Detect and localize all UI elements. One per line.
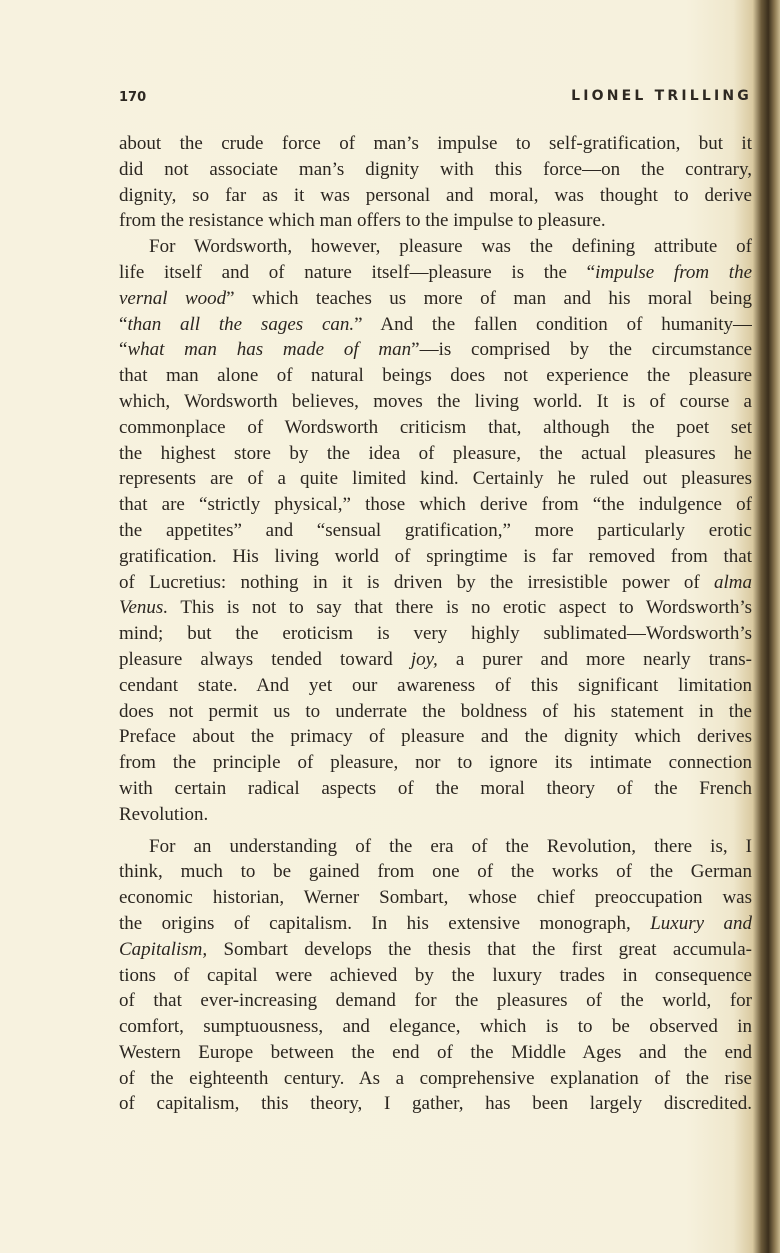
text-segment: For an understanding of the era of the Revolution, there is, I (149, 835, 752, 857)
text-line (119, 647, 752, 673)
text-segment: which, Wordsworth believes, moves the living world. It is of course a (119, 390, 752, 412)
text-line (119, 441, 752, 467)
text-segment: tions of capital were achieved by the luxury trades in consequence (119, 964, 752, 986)
text-line (119, 621, 752, 647)
text-line (119, 750, 752, 776)
text-segment: For Wordsworth, however, pleasure was the defining attribute of (149, 236, 752, 258)
text-line (119, 911, 752, 937)
text-line (119, 157, 752, 183)
text-segment: Preface about the primacy of pleasure and the dignity which derives (119, 726, 752, 748)
text-line (119, 312, 752, 338)
text-segment: of the eighteenth century. As a comprehensive explanation of the rise (119, 1067, 752, 1089)
text-segment: commonplace of Wordsworth criticism that, although the poet set (119, 416, 752, 438)
text-segment: gratification. His living world of springtime is far removed from that (119, 545, 752, 567)
text-segment: about the crude force of man’s impulse to self-gratification, but it (119, 133, 752, 154)
text-line (119, 131, 752, 157)
body-text (119, 131, 752, 1117)
text-segment: of Lucretius: nothing in it is driven by the irresistible power of (119, 571, 714, 593)
text-segment: mind; but the eroticism is very highly sublimated—Wordsworth’s (119, 623, 752, 645)
text-line (119, 466, 752, 492)
page-number: 170 (119, 90, 147, 105)
text-segment: think, much to be gained from one of the works of the German (119, 861, 752, 883)
text-segment: comfort, sumptuousness, and elegance, which is to be observed in (119, 1016, 752, 1038)
text-segment: of capitalism, this theory, I gather, has been largely discredited. (119, 1093, 752, 1115)
text-line (119, 260, 752, 286)
text-line (119, 415, 752, 441)
page-header (119, 88, 752, 108)
italic-text: Capitalism, (119, 938, 208, 960)
text-line (119, 570, 752, 596)
text-line (119, 963, 752, 989)
text-line (119, 1091, 752, 1117)
text-line (119, 834, 752, 860)
text-segment: economic historian, Werner Sombart, whose chief preoccupation was (119, 887, 752, 909)
text-line (119, 286, 752, 312)
text-line (119, 595, 752, 621)
text-line (119, 492, 752, 518)
text-line (119, 363, 752, 389)
text-segment: “ (119, 313, 128, 335)
text-line (119, 885, 752, 911)
text-segment: from the principle of pleasure, nor to ignore its intimate connection (119, 752, 752, 774)
italic-text: alma (714, 571, 752, 593)
italic-text: than all the sages can. (127, 313, 355, 335)
text-segment: that are “strictly physical,” those which derive from “the indulgence of (119, 494, 752, 516)
text-line (119, 724, 752, 750)
text-segment: dignity, so far as it was personal and moral, was thought to derive (119, 184, 752, 206)
text-line (119, 518, 752, 544)
italic-text: vernal wood (119, 287, 227, 309)
text-line (119, 988, 752, 1014)
text-line (119, 544, 752, 570)
text-segment: does not permit us to underrate the boldness of his statement in the (119, 700, 752, 722)
text-line (119, 673, 752, 699)
text-segment: “ (119, 339, 128, 361)
text-segment: from the resistance which man offers to the impulse to pleasure. (119, 210, 606, 232)
text-segment: the highest store by the idea of pleasure, the actual pleasures he (119, 442, 752, 464)
italic-text: impulse from the (595, 261, 752, 283)
text-segment: that man alone of natural beings does not experience the pleasure (119, 365, 752, 387)
text-segment: ” And the fallen condition of humanity— (354, 313, 752, 335)
text-segment: Western Europe between the end of the Middle Ages and the end (119, 1041, 752, 1063)
text-segment: ”—is comprised by the circumstance (411, 339, 752, 361)
text-line (119, 1040, 752, 1066)
text-line (119, 802, 752, 828)
text-segment: the appetites” and “sensual gratification,” more particularly erotic (119, 519, 752, 541)
text-line (119, 699, 752, 725)
text-line (119, 337, 752, 363)
text-segment: This is not to say that there is no erotic aspect to Wordsworth’s (168, 597, 752, 619)
text-segment: Revolution. (119, 803, 209, 825)
text-line (119, 937, 752, 963)
italic-text: Venus. (119, 597, 169, 619)
italic-text: joy, (410, 648, 438, 670)
text-line (119, 234, 752, 260)
text-segment: Sombart develops the thesis that the first great accumula- (207, 938, 752, 960)
text-line (119, 1066, 752, 1092)
text-segment: the origins of capitalism. In his extensive monograph, (119, 912, 651, 934)
text-line (119, 183, 752, 209)
text-segment: a purer and more nearly trans- (437, 648, 752, 670)
text-segment: with certain radical aspects of the moral theory of the French (119, 777, 752, 799)
text-segment: ” which teaches us more of man and his moral being (226, 287, 752, 309)
text-segment: pleasure always tended toward (119, 648, 411, 670)
italic-text: Luxury and (650, 912, 752, 934)
running-head: LIONEL TRILLING (571, 88, 752, 104)
text-segment: cendant state. And yet our awareness of this significant limitation (119, 674, 752, 696)
text-segment: of that ever-increasing demand for the pleasures of the world, for (119, 990, 752, 1012)
text-line (119, 208, 752, 234)
text-segment: represents are of a quite limited kind. Certainly he ruled out pleasures (119, 468, 752, 490)
text-line (119, 859, 752, 885)
text-line (119, 389, 752, 415)
italic-text: what man has made of man (127, 339, 412, 361)
text-line (119, 1014, 752, 1040)
text-segment: did not associate man’s dignity with this force—on the contrary, (119, 158, 752, 180)
text-segment: life itself and of nature itself—pleasure is the “ (119, 261, 596, 283)
text-line (119, 776, 752, 802)
